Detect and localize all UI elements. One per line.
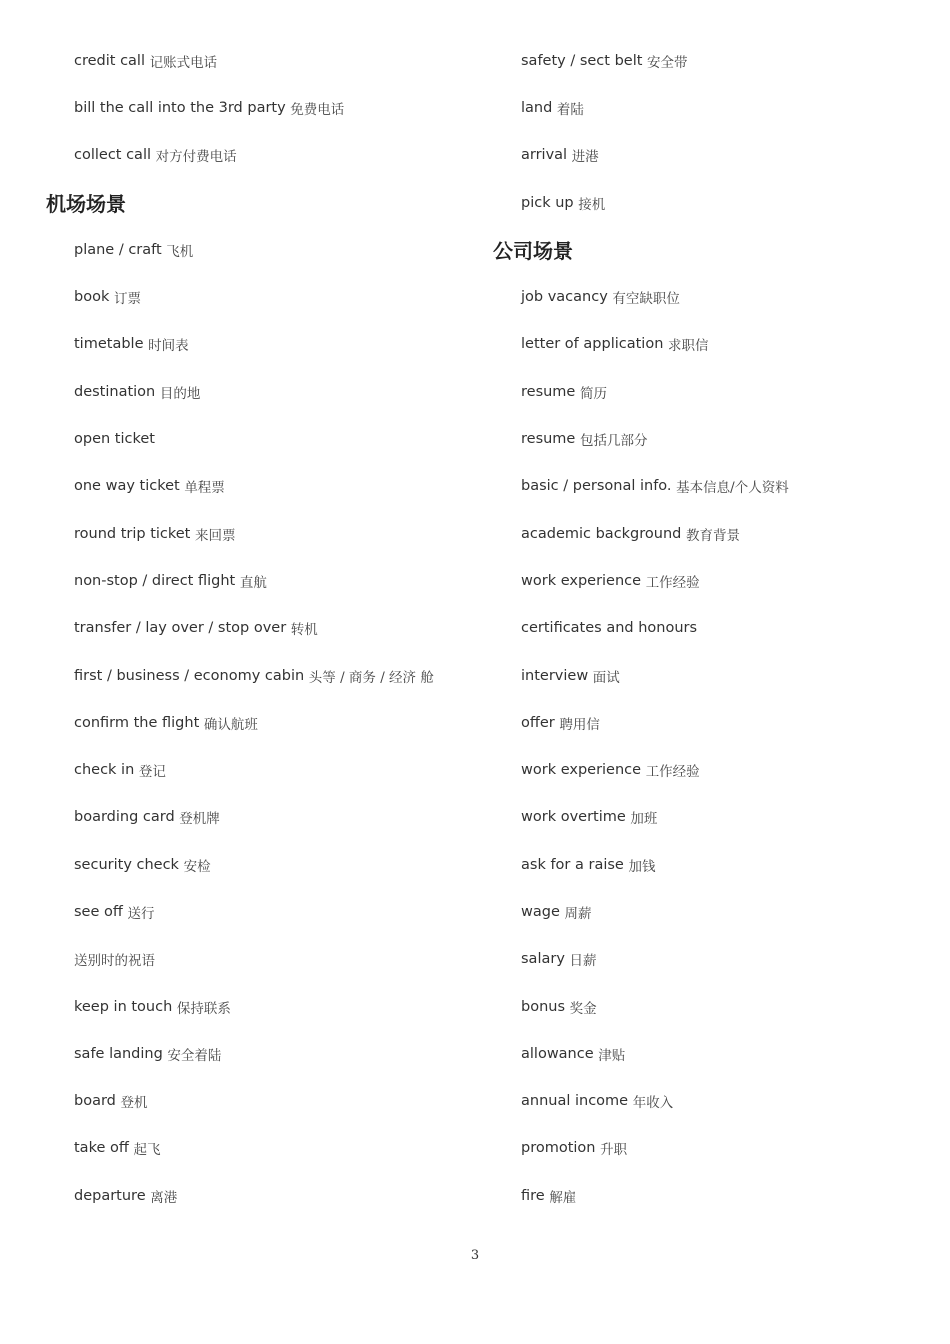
- vocab-item: [493, 557, 933, 604]
- vocab-english: bonus: [521, 998, 566, 1015]
- vocab-english: job vacancy: [521, 289, 608, 306]
- vocab-english: work experience: [521, 762, 642, 779]
- vocab-chinese: 来回票: [194, 527, 236, 544]
- section-heading: [46, 179, 466, 226]
- vocab-item: [46, 1172, 466, 1219]
- vocab-english: check in: [74, 762, 135, 779]
- vocab-english: wage: [521, 903, 560, 920]
- vocab-item: [493, 463, 933, 510]
- section-heading: [493, 226, 933, 273]
- vocab-chinese: 离港: [150, 1189, 178, 1206]
- vocab-chinese: 简历: [579, 385, 607, 402]
- vocab-english: departure: [74, 1187, 146, 1204]
- vocab-item: [493, 983, 933, 1030]
- vocab-item: [46, 936, 466, 983]
- vocab-item: [493, 936, 933, 983]
- vocab-item: [493, 132, 933, 179]
- vocab-english: take off: [74, 1140, 129, 1157]
- vocab-chinese: 着陆: [556, 101, 584, 118]
- vocab-item: [493, 699, 933, 746]
- vocab-item: [493, 510, 933, 557]
- vocab-english: letter of application: [521, 336, 664, 353]
- vocab-item: [46, 888, 466, 935]
- left-column: [46, 37, 466, 1219]
- vocab-chinese: 记账式电话: [149, 54, 218, 71]
- vocab-english: safety / sect belt: [521, 52, 643, 69]
- vocab-english: safe landing: [74, 1045, 163, 1062]
- vocab-item: [46, 1078, 466, 1125]
- vocab-chinese: 安检: [183, 858, 211, 875]
- vocab-english: ask for a raise: [521, 856, 624, 873]
- vocab-chinese: 津贴: [598, 1047, 626, 1064]
- vocab-chinese: 进港: [571, 149, 599, 166]
- vocab-english: one way ticket: [74, 478, 180, 495]
- vocab-english: promotion: [521, 1140, 596, 1157]
- vocab-chinese: 加钱: [628, 858, 656, 875]
- vocab-english: boarding card: [74, 809, 175, 826]
- vocab-chinese: 教育背景: [685, 527, 740, 544]
- vocab-item: [493, 368, 933, 415]
- vocab-chinese: 目的地: [159, 385, 201, 402]
- vocab-english: destination: [74, 383, 156, 400]
- vocab-chinese: 单程票: [184, 480, 225, 497]
- vocab-item: [46, 652, 466, 699]
- vocab-english: certificates and honours: [521, 620, 698, 637]
- vocab-chinese: 工作经验: [645, 574, 700, 591]
- vocab-item: [493, 1078, 933, 1125]
- vocab-english: plane / craft: [74, 241, 162, 258]
- vocab-item: [493, 1125, 933, 1172]
- vocab-english: academic background: [521, 525, 682, 542]
- vocab-item: [493, 746, 933, 793]
- vocab-english: offer: [521, 714, 555, 731]
- vocab-item: [493, 794, 933, 841]
- vocab-chinese: 起飞: [133, 1142, 161, 1159]
- vocab-chinese: 送别时的祝语: [74, 953, 155, 970]
- vocab-item: [493, 84, 933, 131]
- vocab-chinese: 保持联系: [176, 1000, 231, 1017]
- vocab-item: [46, 841, 466, 888]
- vocab-english: board: [74, 1093, 116, 1110]
- vocab-item: [46, 510, 466, 557]
- vocab-chinese: 头等 / 商务 / 经济 舱: [308, 669, 434, 686]
- vocab-chinese: 基本信息/个人资料: [676, 480, 789, 497]
- vocab-chinese: 安全着陆: [167, 1047, 222, 1064]
- vocab-english: confirm the flight: [74, 714, 200, 731]
- vocab-english: open ticket: [74, 431, 155, 448]
- vocab-item: [493, 37, 933, 84]
- vocab-chinese: 登机牌: [179, 811, 220, 828]
- vocab-chinese: 确认航班: [203, 716, 258, 733]
- vocab-english: work overtime: [521, 809, 626, 826]
- vocab-english: allowance: [521, 1045, 594, 1062]
- vocab-english: round trip ticket: [74, 525, 191, 542]
- vocab-chinese: 聘用信: [559, 716, 600, 733]
- vocab-english: see off: [74, 903, 123, 920]
- vocab-item: [493, 321, 933, 368]
- vocab-item: [46, 84, 466, 131]
- vocab-english: resume: [521, 383, 576, 400]
- vocab-english: work experience: [521, 572, 642, 589]
- vocab-english: security check: [74, 856, 179, 873]
- vocab-item: [46, 1030, 466, 1077]
- vocab-item: [493, 1030, 933, 1077]
- section-heading-text: 机场场景: [46, 192, 126, 217]
- vocab-chinese: 年收入: [632, 1095, 674, 1112]
- vocab-chinese: 奖金: [569, 1000, 597, 1017]
- vocab-chinese: 时间表: [148, 338, 189, 355]
- vocab-english: interview: [521, 667, 589, 684]
- vocab-english: bill the call into the 3rd party: [74, 99, 286, 116]
- vocab-english: collect call: [74, 147, 152, 164]
- vocab-english: first / business / economy cabin: [74, 667, 305, 684]
- vocab-item: [493, 888, 933, 935]
- vocab-chinese: 求职信: [668, 338, 709, 355]
- vocab-item: [46, 605, 466, 652]
- vocab-english: keep in touch: [74, 998, 173, 1015]
- vocab-chinese: 解雇: [549, 1189, 577, 1206]
- vocab-item: [46, 463, 466, 510]
- page-number: 3: [470, 1248, 480, 1263]
- vocab-chinese: 日薪: [569, 953, 597, 970]
- vocab-item: [46, 415, 466, 462]
- vocab-item: [46, 368, 466, 415]
- vocab-english: salary: [521, 951, 565, 968]
- vocab-english: resume: [521, 431, 576, 448]
- vocab-chinese: 安全带: [647, 54, 688, 71]
- vocab-item: [493, 415, 933, 462]
- vocab-item: [46, 557, 466, 604]
- vocab-item: [46, 37, 466, 84]
- vocab-chinese: 转机: [290, 622, 318, 639]
- vocab-chinese: 订票: [113, 291, 141, 308]
- vocab-english: arrival: [521, 147, 568, 164]
- vocab-chinese: 免费电话: [290, 101, 345, 118]
- vocab-english: book: [74, 289, 110, 306]
- vocab-english: non-stop / direct flight: [74, 572, 236, 589]
- vocab-english: land: [521, 99, 553, 116]
- vocab-chinese: 加班: [630, 811, 658, 828]
- vocab-item: [46, 983, 466, 1030]
- vocab-chinese: 工作经验: [645, 764, 700, 781]
- vocab-english: basic / personal info.: [521, 478, 672, 495]
- section-heading-text: 公司场景: [493, 239, 573, 264]
- vocab-english: timetable: [74, 336, 144, 353]
- vocab-chinese: 周薪: [564, 905, 592, 922]
- vocab-chinese: 登记: [138, 764, 166, 781]
- vocab-item: [46, 226, 466, 273]
- vocab-item: [46, 1125, 466, 1172]
- vocab-chinese: 送行: [127, 905, 155, 922]
- vocab-item: [493, 273, 933, 320]
- vocab-english: credit call: [74, 52, 145, 69]
- vocab-chinese: 包括几部分: [579, 433, 648, 450]
- vocab-english: pick up: [521, 194, 574, 211]
- vocab-chinese: 有空缺职位: [612, 291, 680, 308]
- vocab-item: [46, 273, 466, 320]
- vocab-chinese: 飞机: [166, 243, 194, 260]
- vocab-english: annual income: [521, 1093, 629, 1110]
- vocab-chinese: 直航: [239, 574, 267, 591]
- vocab-item: [493, 179, 933, 226]
- vocab-item: [493, 605, 933, 652]
- vocab-english: fire: [521, 1187, 545, 1204]
- vocab-item: [493, 841, 933, 888]
- vocab-chinese: 登机: [120, 1095, 148, 1112]
- vocab-chinese: 升职: [600, 1142, 628, 1159]
- vocab-chinese: 对方付费电话: [155, 149, 237, 166]
- right-column: [493, 37, 933, 1219]
- vocab-item: [493, 652, 933, 699]
- vocab-item: [46, 699, 466, 746]
- vocab-item: [46, 321, 466, 368]
- vocab-item: [46, 794, 466, 841]
- vocab-chinese: 面试: [592, 669, 620, 686]
- vocab-chinese: 接机: [578, 196, 606, 213]
- vocab-english: transfer / lay over / stop over: [74, 620, 287, 637]
- vocab-item: [46, 132, 466, 179]
- vocab-item: [46, 746, 466, 793]
- vocab-item: [493, 1172, 933, 1219]
